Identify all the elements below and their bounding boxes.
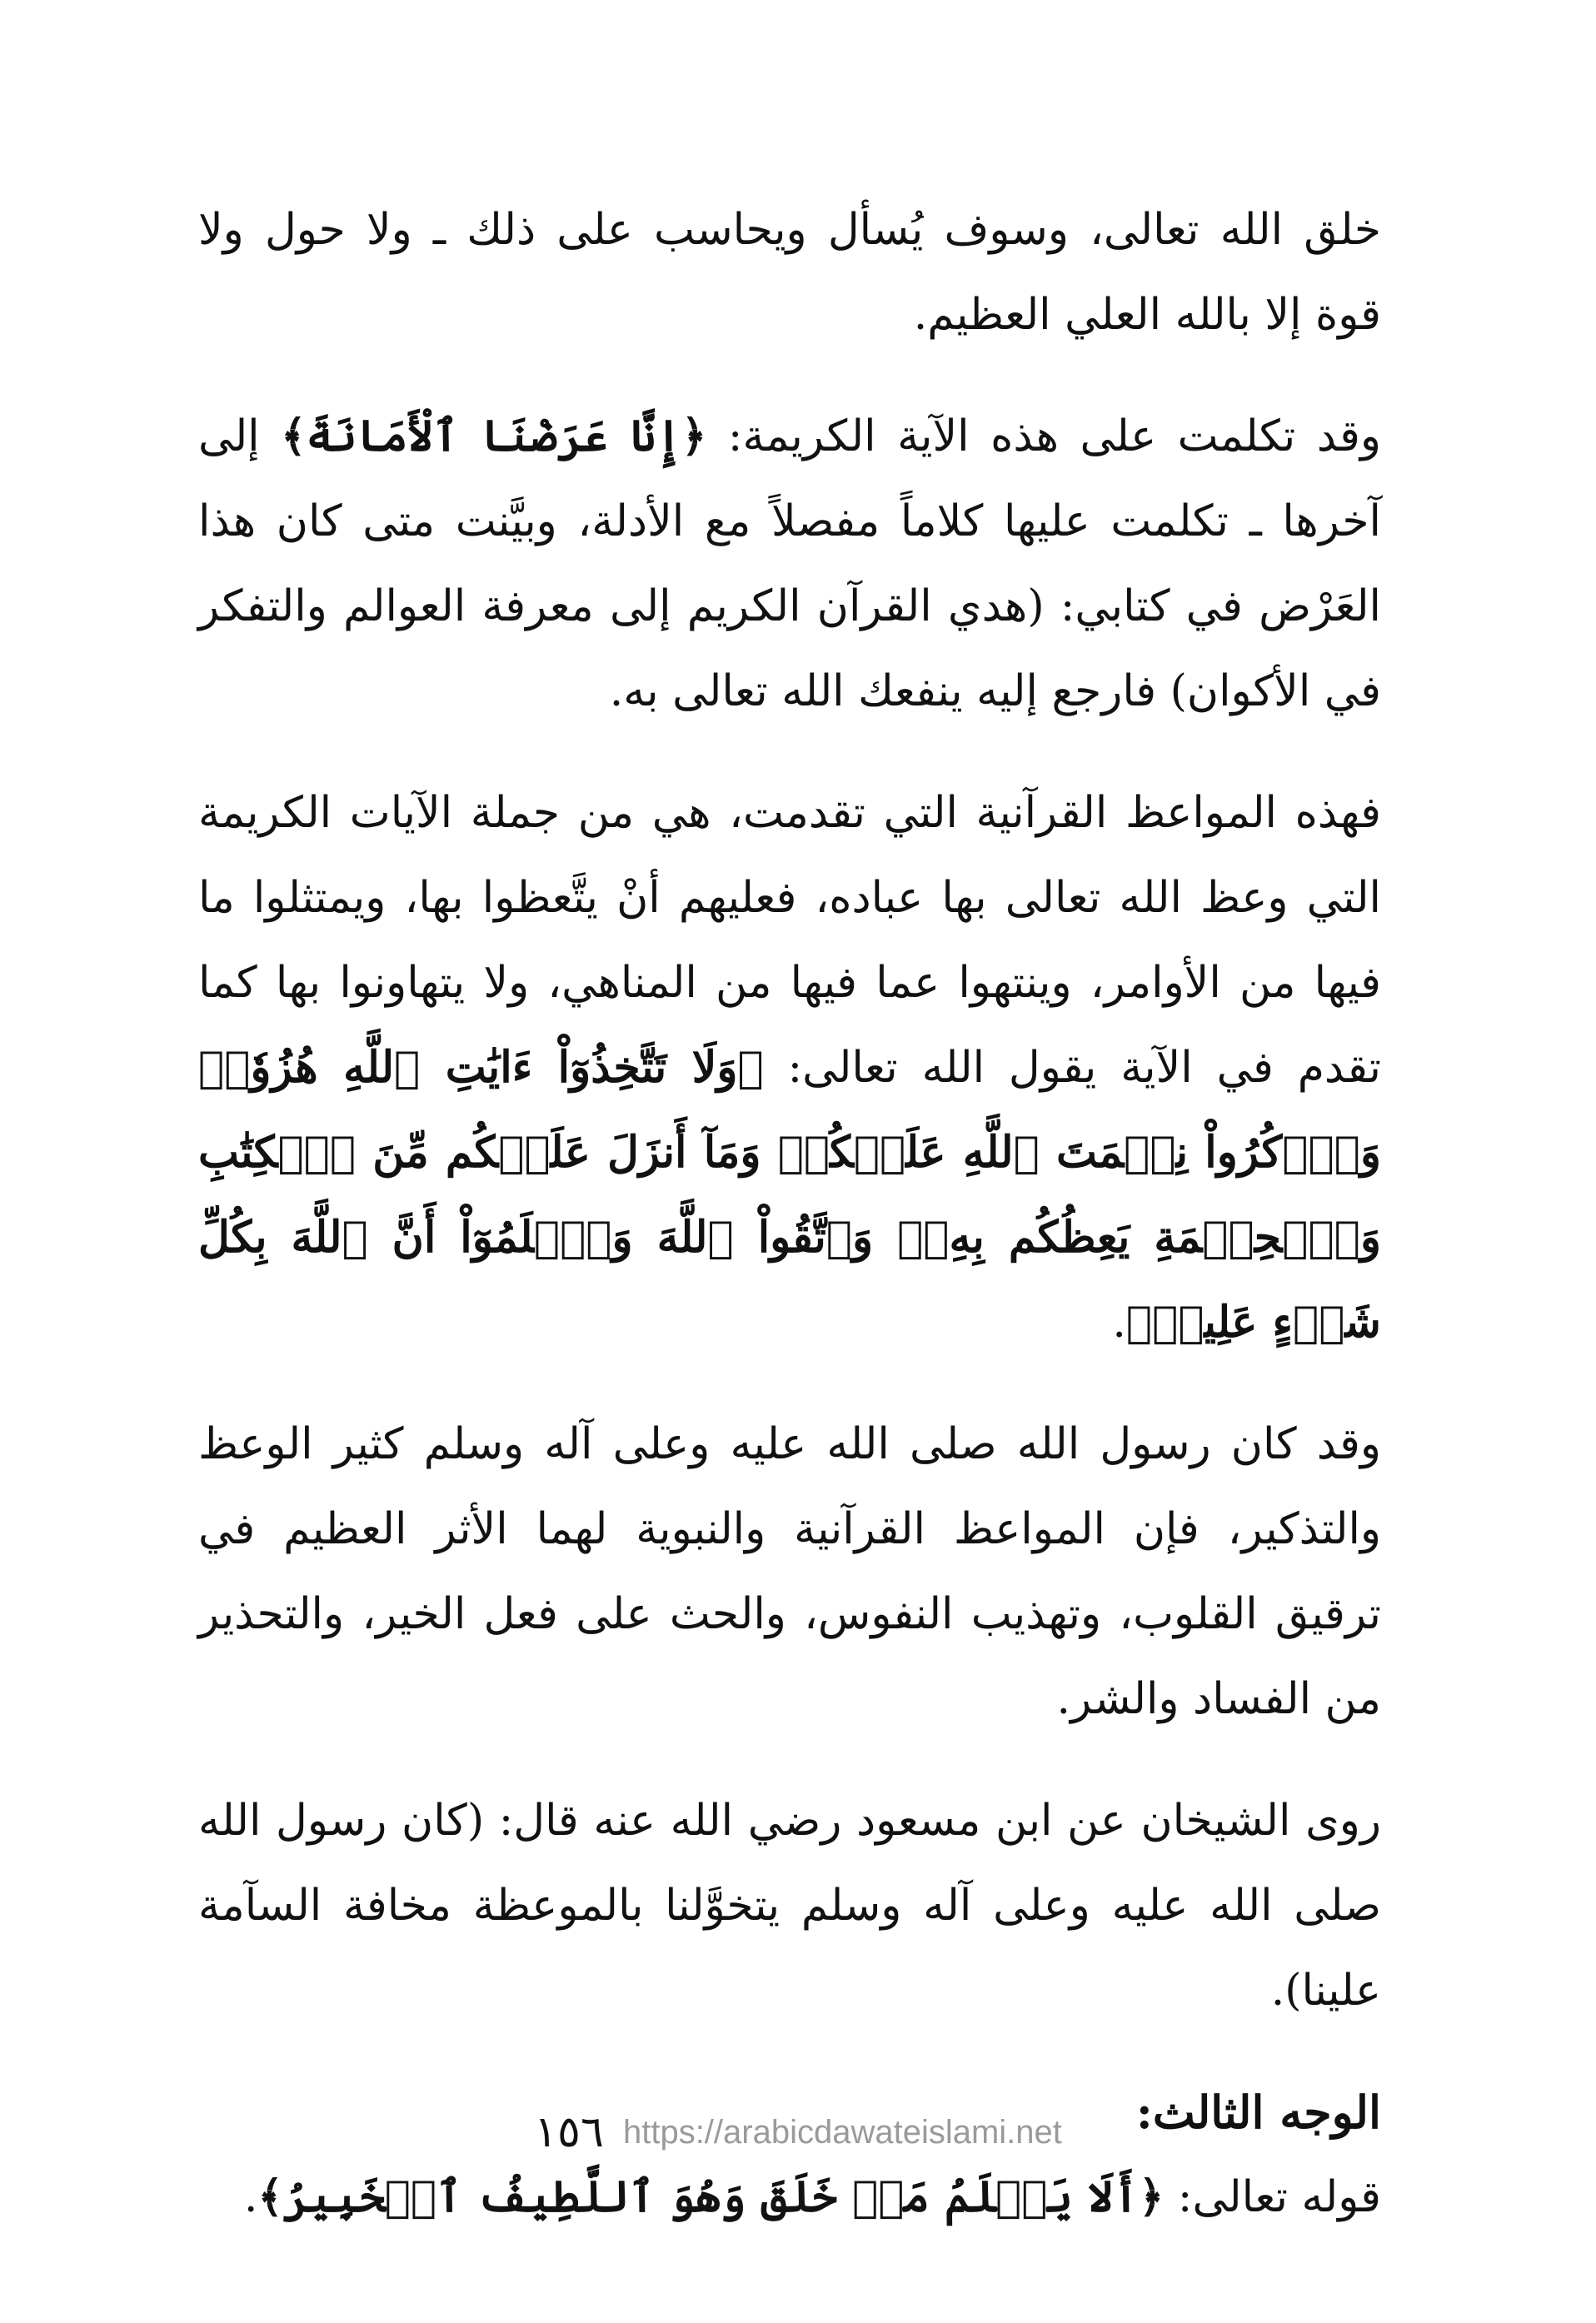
watermark-url: https://arabicdawateislami.net — [622, 2113, 1062, 2151]
page-footer — [0, 2107, 1596, 2157]
paragraph-2 — [198, 394, 1381, 734]
last-line-text-before: قوله تعالى: — [1164, 2172, 1381, 2222]
paragraph-2-quran-verse: ﴿إِنَّا عَرَضْنَا ٱلْأَمَانَةَ﴾ — [281, 411, 707, 461]
paragraph-3 — [198, 770, 1381, 1365]
paragraph-2-text-after: إلى آخرها ـ تكلمت عليها كلاماً مفصلاً مع الأدلة، وبيَّنت متى كان هذا العَرْض في كتابي: (هدي القرآن الكريم إلى معرفة العوالم والتفكر في الأكوان) فارجع إليه ينفعك الله تعالى به. — [198, 411, 1381, 716]
paragraph-5 — [198, 1778, 1381, 2033]
paragraph-3-quran-verse: ﴿وَلَا تَتَّخِذُوٓاْ ءَايَٰتِ ٱللَّهِ هُزُوٗاۚ وَٱذۡكُرُواْ نِعۡمَتَ ٱللَّهِ عَلَيۡكُمۡ وَمَآ أَنزَلَ عَلَيۡكُم مِّنَ ٱلۡكِتَٰبِ وَٱلۡحِكۡمَةِ يَعِظُكُم بِهِۦۚ وَٱتَّقُواْ ٱللَّهَ وَٱعۡلَمُوٓاْ أَنَّ ٱللَّهَ بِكُلِّ شَيۡءٍ عَلِيمٞ﴾ — [198, 1042, 1381, 1348]
last-line-quran-verse: ﴿أَلَا يَعۡلَمُ مَنۡ خَلَقَ وَهُوَ ٱللَّطِيفُ ٱلۡخَبِيرُ﴾ — [257, 2171, 1165, 2222]
paragraph-3-text-before: فهذه المواعظ القرآنية التي تقدمت، هي من جملة الآيات الكريمة التي وعظ الله تعالى بها عباده، فعليهم أنْ يتَّعظوا بها، ويمتثلوا ما فيها من الأوامر، وينتهوا عما فيها من المناهي، ولا يتهاونوا بها كما تقدم في الآية يقول الله تعالى: — [198, 788, 1381, 1093]
paragraph-1-text: خلق الله تعالى، وسوف يُسأل ويحاسب على ذلك ـ ولا حول ولا قوة إلا بالله العلي العظيم. — [198, 205, 1381, 340]
paragraph-5-text: روى الشيخان عن ابن مسعود رضي الله عنه قال: (كان رسول الله صلى الله عليه وعلى آله وسلم يتخوَّلنا بالموعظة مخافة السآمة علينا). — [198, 1796, 1381, 2016]
last-line-text-after: . — [243, 2172, 258, 2222]
paragraph-1 — [198, 187, 1381, 357]
page-number: ١٥٦ — [534, 2107, 604, 2157]
paragraph-4 — [198, 1402, 1381, 1742]
paragraph-4-text: وقد كان رسول الله صلى الله عليه وعلى آله وسلم كثير الوعظ والتذكير، فإن المواعظ القرآنية والنبوية لهما الأثر العظيم في ترقيق القلوب، وتهذيب النفوس، والحث على فعل الخير، والتحذير من الفساد والشر. — [198, 1419, 1381, 1724]
last-line — [198, 2155, 1381, 2240]
document-body — [198, 187, 1381, 2240]
paragraph-3-text-after: . — [1112, 1298, 1126, 1348]
section-heading: الوجه الثالث: — [1135, 2086, 1381, 2139]
paragraph-2-text-before: وقد تكلمت على هذه الآية الكريمة: — [706, 411, 1381, 461]
